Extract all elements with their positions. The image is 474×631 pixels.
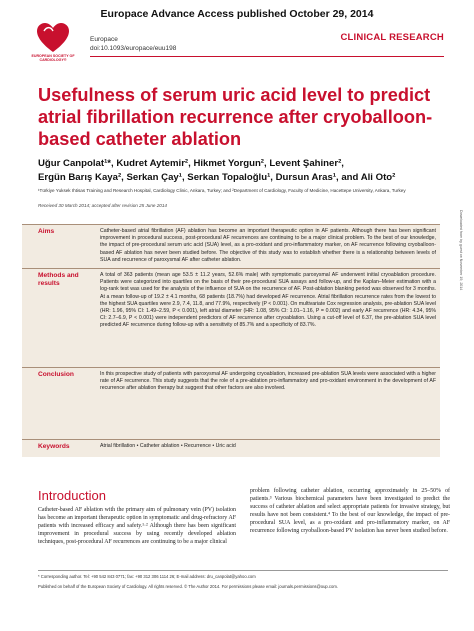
introduction-heading: Introduction xyxy=(38,488,106,503)
esc-heart-logo-icon xyxy=(36,22,70,54)
structured-abstract xyxy=(22,224,440,457)
abstract-label: Conclusion xyxy=(38,371,74,378)
abstract-text: A total of 363 patients (mean age 53.5 ± 11.2 years, 52.6% male) with symptomatic paroxysmal AF underwent initial cryoablation procedure. Patients were categorized into quartiles on the basis of their pre-procedural SUA assays and follow-up, and the Kaplan–Meier estimation with a log-rank test was used for the analysis of the influence of SUA on the recurrence of AF. Post-ablation blanking period was observed for 3 months. At a mean follow-up of 19.2 ± 4.1 months, 68 patients (18.7%) had developed AF recurrence. Atrial fibrillation recurrence rates from the lowest to the highest SUA quartiles were 2.9, 7.4, 11.8, and 77.9%, respectively (P < 0.001). On multivariate Cox regression analysis, pre-ablation SUA level (HR: 1.96, 95% CI: 1.49–2.59, P < 0.001), left atrial diameter (HR: 1.08, 95% CI: 1.01–1.16, P = 0.002) and early AF recurrence (HR: 4.34, 95% CI: 2.7–6.9, P < 0.001) were independent predictors of AF recurrence after cryoablation. Using a cut-off level of 6.37, the pre-ablation SUA level predicted AF recurrence during follow-up with a sensitivity of 85.7% and a specificity of 83.7%. xyxy=(100,272,436,329)
publisher-footnote: Published on behalf of the European Society of Cardiology. All rights reserved. © The Author 2014. For permissions please email: journals.permissions@oup.com. xyxy=(38,584,338,589)
journal-name: Europace xyxy=(90,36,118,43)
abstract-label: Methods and results xyxy=(38,272,79,287)
intro-column-1: Catheter-based AF ablation with the primary aim of pulmonary vein (PV) isolation has become an important therapeutic option in symptomatic and drug-refractory AF patients with increased efficacy and safety.¹·² Although there has been significant improvement in procedural success by using recently developed ablation techniques, post-procedural AF recurrences are continuing to be a major clinical xyxy=(38,507,236,546)
affiliations: ¹Türkiye Yuksek Ihtisas Training and Research Hospital, Cardiology Clinic, Ankara, Turkey; and ²Department of Cardiology, Faculty of Medicine, Hacettepe University, Ankara, Turkey xyxy=(38,188,406,193)
doi[interactable]: doi:10.1093/europace/euu198 xyxy=(90,45,177,52)
corresponding-author-footnote: * Corresponding author. Tel: +90 542 843 0771; fax: +90 312 306 1114 26; E-mail address: dru_canpolat@yahoo.com xyxy=(38,574,256,579)
received-dates: Received 30 March 2014; accepted after revision 25 June 2014 xyxy=(38,203,167,208)
abstract-label: Aims xyxy=(38,228,55,235)
abstract-conclusion xyxy=(22,367,440,438)
abstract-text: Atrial fibrillation • Catheter ablation • Recurrence • Uric acid xyxy=(100,443,236,449)
side-note-text: Downloaded from by guest on November 19, 2014 xyxy=(459,210,463,291)
abstract-text: In this prospective study of patients with paroxysmal AF undergoing cryoablation, increased pre-ablation SUA levels were associated with a higher rate of AF recurrence. This study suggests that the role of a pre-ablation pro-inflammatory and pro-oxidant environment in the development of AF recurrence after ablation therapy but suggest that other factors are also involved. xyxy=(100,371,436,392)
authors-line-1: Uğur Canpolat¹*, Kudret Aytemir², Hikmet Yorgun², Levent Şahiner², xyxy=(38,158,344,169)
abstract-keywords xyxy=(22,439,440,458)
advance-access-banner: Europace Advance Access published October 29, 2014 xyxy=(100,8,374,20)
section-label: CLINICAL RESEARCH xyxy=(340,32,444,43)
abstract-text: Catheter-based atrial fibrillation (AF) ablation has become an important therapeutic option in AF patients. Although there has been significant improvement in procedural success, post-procedural AF recurrences are continuing to be a major clinical problem. To the best of our knowledge, the impact of pre-procedural serum uric acid (SUA) level, as a pro-oxidant and pro-inflammatory marker, on AF recurrence following cryoballoon-based AF ablation has never been studied before. The objective of this study was to establish whether there is a relationship between levels of SUA and recurrence of paroxysmal AF after catheter ablation. xyxy=(100,228,436,263)
article-title: Usefulness of serum uric acid level to predict atrial fibrillation recurrence after cryoballoon-based catheter ablation xyxy=(38,85,433,149)
header-divider xyxy=(90,56,444,57)
intro-column-2: problem following catheter ablation, occurring approximately in 25–50% of patients.³ Various biochemical parameters have been investigated to predict the success of catheter ablation and select appropriate patients for invasive strategy, but results have not been consistent.⁴ To the best of our knowledge, the impact of pre-procedural SUA level, as a pro-oxidant and pro-inflammatory marker, on AF recurrence following cryoballoon-based PV isolation has never been studied before. xyxy=(250,488,450,535)
authors-line-2: Ergün Barış Kaya², Serkan Çay¹, Serkan Topaloğlu¹, Dursun Aras¹, and Ali Oto² xyxy=(38,172,396,183)
abstract-label: Keywords xyxy=(38,443,70,450)
author-list xyxy=(38,157,448,185)
footnote-divider xyxy=(38,570,448,571)
download-side-note xyxy=(455,210,463,360)
logo-text: EUROPEAN SOCIETY OF CARDIOLOGY® xyxy=(31,54,75,63)
abstract-methods-results xyxy=(22,268,440,366)
journal-info xyxy=(90,35,176,53)
